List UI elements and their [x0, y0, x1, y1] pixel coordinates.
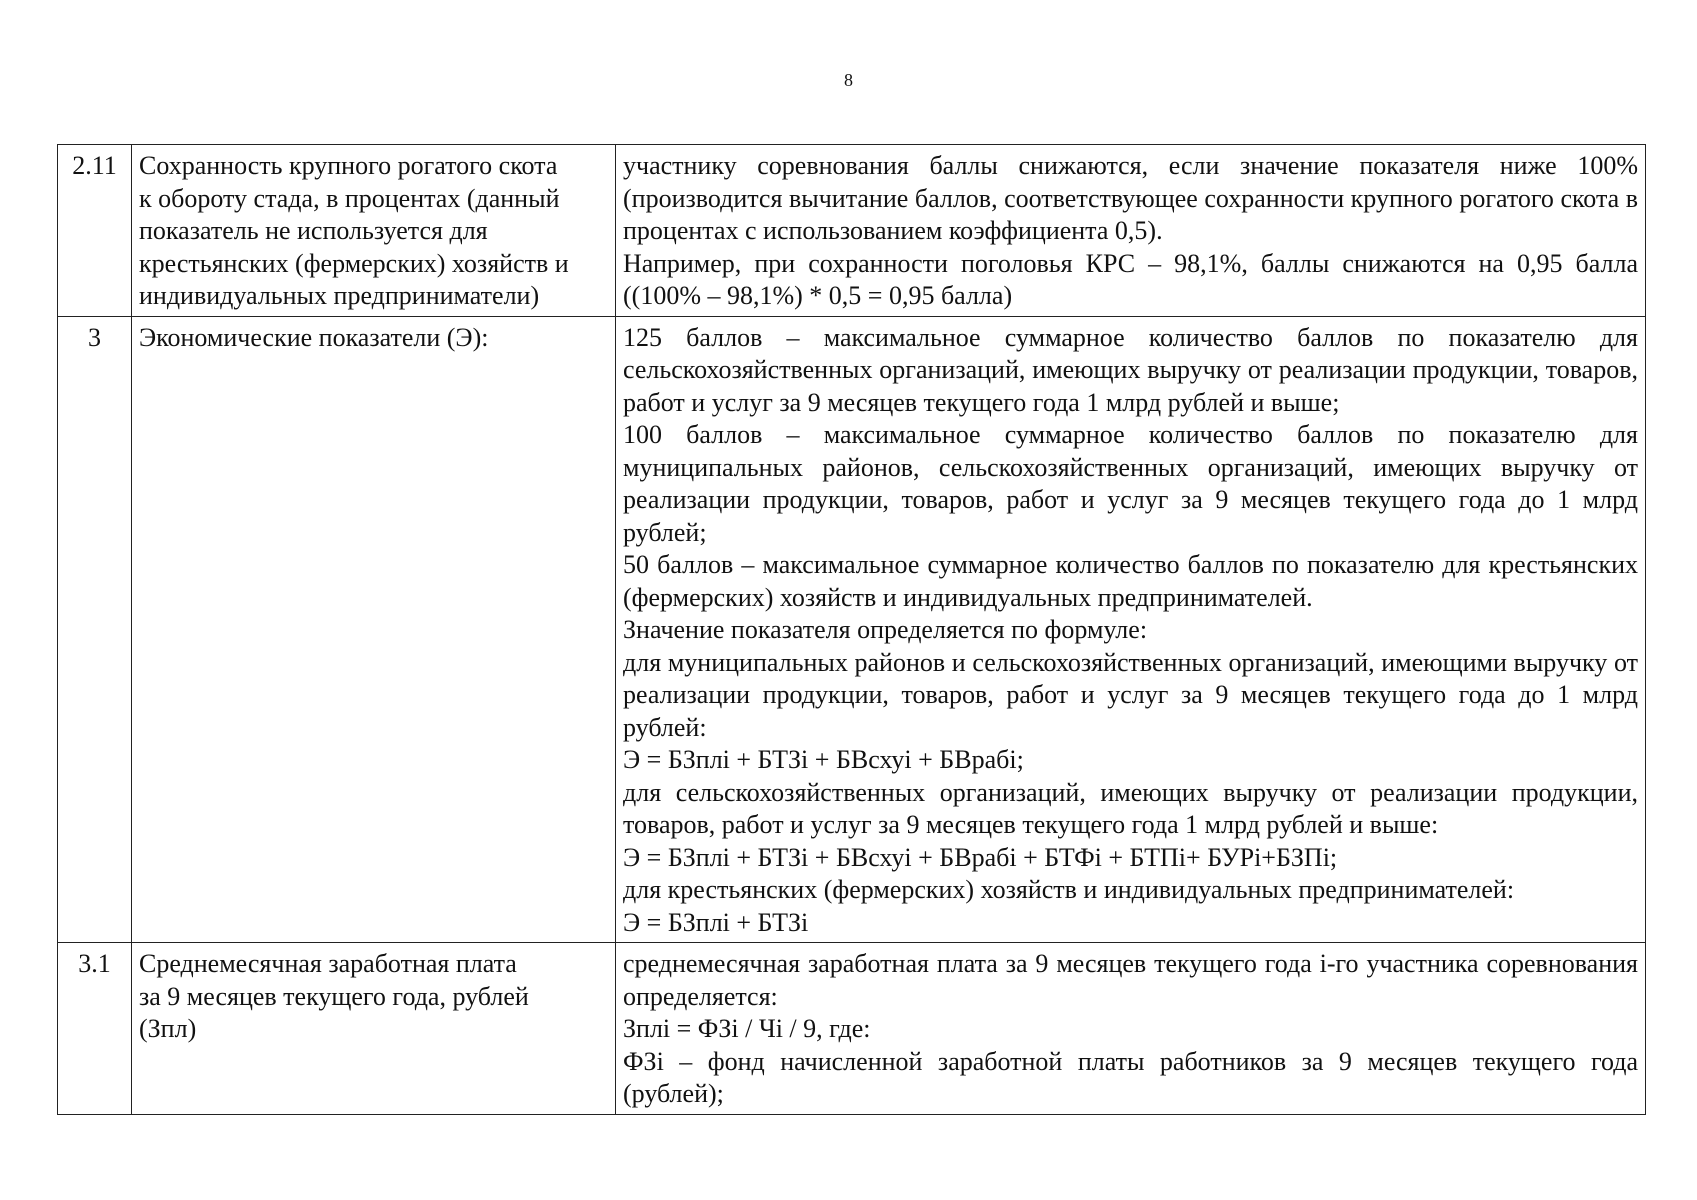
indicators-table: [57, 144, 1646, 1115]
formula-line: Э = БЗплі + БТЗі + БВсхуі + БВрабі + БТФі + БТПі+ БУРі+БЗПі;: [623, 842, 1338, 872]
page-number: 8: [844, 70, 853, 90]
formula-line: Э = БЗплі + БТЗі + БВсхуі + БВрабі;: [623, 745, 1024, 774]
indicator-name: [132, 316, 616, 943]
description-paragraph: 125 баллов – максимальное суммарное количество баллов по показателю для сельскохозяйственных организаций, имеющих выручку от реализации продукции, товаров, работ и услуг за 9 месяцев текущего года 1 млрд рублей и выше;: [623, 322, 1638, 417]
indicator-name-line: Сохранность крупного рогатого скота: [139, 151, 558, 180]
table-row: [58, 316, 1646, 943]
indicator-name: [132, 943, 616, 1115]
description-paragraph: для сельскохозяйственных организаций, имеющих выручку от реализации продукции, товаров, работ и услуг за 9 месяцев текущего года 1 млрд рублей и выше:: [623, 777, 1638, 839]
indicator-name-line: показатель не используется для: [139, 216, 488, 245]
row-number: 2.11: [58, 145, 132, 317]
indicator-name-line: к обороту стада, в процентах (данный: [139, 183, 560, 213]
indicator-name: [132, 145, 616, 317]
description-paragraph: ФЗі – фонд начисленной заработной платы работников за 9 месяцев текущего года (рублей);: [623, 1046, 1638, 1108]
formula-line: Э = БЗплі + БТЗі: [623, 907, 809, 937]
indicator-name-line: Экономические показатели (Э):: [139, 322, 489, 352]
description-paragraph: участнику соревнования баллы снижаются, если значение показателя ниже 100% (производится вычитание баллов, соответствующее сохранности крупного рогатого скота в процентах с использованием коэффициента 0,5).: [623, 151, 1638, 245]
description-paragraph: Например, при сохранности поголовья КРС – 98,1%, баллы снижаются на 0,95 балла ((100% – 98,1%) * 0,5 = 0,95 балла): [623, 248, 1638, 310]
description-paragraph: для крестьянских (фермерских) хозяйств и индивидуальных предпринимателей:: [623, 875, 1515, 904]
description-paragraph: 100 баллов – максимальное суммарное количество баллов по показателю для муниципальных районов, сельскохозяйственных организаций, имеющих выручку от реализации продукции, товаров, работ и услуг за 9 месяцев текущего года до 1 млрд рублей;: [623, 420, 1638, 547]
description-paragraph: среднемесячная заработная плата за 9 месяцев текущего года і-го участника соревнования определяется:: [623, 949, 1638, 1011]
row-number: 3: [58, 316, 132, 943]
indicator-name-line: за 9 месяцев текущего года, рублей: [139, 981, 529, 1011]
formula-line: Зплі = ФЗі / Чі / 9, где:: [623, 1014, 871, 1043]
description-paragraph: для муниципальных районов и сельскохозяйственных организаций, имеющими выручку от реализации продукции, товаров, работ и услуг за 9 месяцев текущего года до 1 млрд рублей:: [623, 647, 1638, 742]
description-paragraph: Значение показателя определяется по формуле:: [623, 615, 1148, 644]
indicator-name-line: Среднемесячная заработная плата: [139, 949, 517, 978]
description-paragraph: 50 баллов – максимальное суммарное количество баллов по показателю для крестьянских (фермерских) хозяйств и индивидуальных предпринимателей.: [623, 550, 1638, 612]
indicator-name-line: крестьянских (фермерских) хозяйств и: [139, 248, 569, 278]
table-row: [58, 145, 1646, 317]
indicator-description: [616, 316, 1646, 943]
row-number: 3.1: [58, 943, 132, 1115]
indicator-name-line: индивидуальных предприниматели): [139, 281, 540, 310]
indicator-description: [616, 943, 1646, 1115]
table-row: [58, 943, 1646, 1115]
indicator-description: [616, 145, 1646, 317]
indicator-name-line: (Зпл): [139, 1014, 197, 1043]
